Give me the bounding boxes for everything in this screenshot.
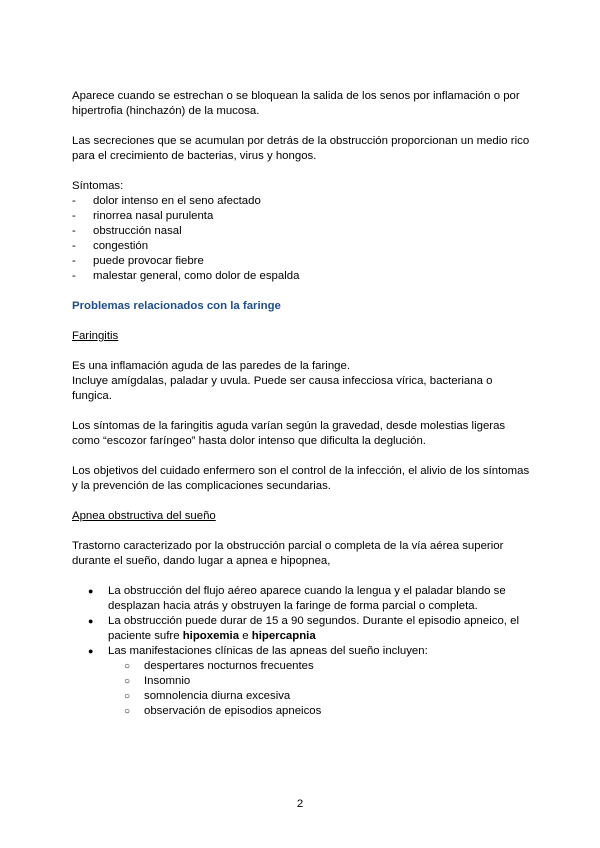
circle-marker: ○ [124,676,131,687]
sinusitis-paragraph-2: Las secreciones que se acumulan por detrás de la obstrucción proporcionan un medio rico para el crecimiento de bacterias, virus y hongos. [72,135,530,162]
list-item: ● La obstrucción puede durar de 15 a 90 segundos. Durante el episodio apneico, el paciente sufre hipoxemia e hipercapnia [88,615,519,642]
dash-marker: - [72,210,76,222]
symptoms-label: Síntomas: [72,180,124,192]
list-item: ○ somnolencia diurna excesiva [124,690,291,702]
apnea-bullet-list [72,584,534,719]
sinusitis-paragraph-1: Aparece cuando se estrechan o se bloquean la salida de los senos por inflamación o por hipertrofia (hinchazón) de la mucosa. [72,90,520,117]
faringitis-line-1: Es una inflamación aguda de las paredes de la faringe. [72,360,350,372]
faringitis-line-2: Incluye amígdalas, paladar y uvula. Puede ser causa infecciosa vírica, bacteriana o fungica. [72,375,493,402]
dash-marker: - [72,270,76,282]
bullet-marker: ● [88,586,94,596]
dash-marker: - [72,225,76,237]
list-item: - dolor intenso en el seno afectado [72,195,261,207]
circle-marker: ○ [124,691,131,702]
page-number: 2 [296,798,304,810]
list-item: - congestión [72,240,149,252]
apnea-intro: Trastorno caracterizado por la obstrucción parcial o completa de la vía aérea superior durante el sueño, dando lugar a apnea e hipopnea, [72,540,504,567]
faringitis-paragraph-3: Los objetivos del cuidado enfermero son el control de la infección, el alivio de los síntomas y la prevención de las complicaciones secundarias. [72,465,530,492]
list-item: ● La obstrucción del flujo aéreo aparece cuando la lengua y el paladar blando se desplazan hacia atrás y obstruyen la faringe de forma parcial o completa. [88,585,506,612]
symptoms-list [72,194,534,284]
circle-marker: ○ [124,706,131,717]
bold-term-hipercapnia: hipercapnia [251,630,316,642]
list-item: - malestar general, como dolor de espalda [72,270,300,282]
list-item: - obstrucción nasal [72,225,182,237]
bullet-marker: ● [88,616,94,626]
list-item: ○ observación de episodios apneicos [124,705,322,717]
dash-marker: - [72,240,76,252]
apnea-title: Apnea obstructiva del sueño [72,510,216,522]
dash-marker: - [72,195,76,207]
list-item: ○ despertares nocturnos frecuentes [124,660,314,672]
list-item: - puede provocar fiebre [72,255,204,267]
apnea-sub-list [108,659,534,719]
dash-marker: - [72,255,76,267]
list-item: ● Las manifestaciones clínicas de las apneas del sueño incluyen: ○ despertares nocturnos frecuentes ○ Insomnio ○ somnolencia diurna excesiva ○ observación de episodios apneicos [72,644,534,719]
circle-marker: ○ [124,661,131,672]
faringitis-title: Faringitis [72,330,119,342]
section-heading-faringe: Problemas relacionados con la faringe [72,300,281,312]
list-item: ○ Insomnio [124,675,191,687]
list-item: - rinorrea nasal purulenta [72,210,214,222]
bullet-marker: ● [88,646,94,656]
faringitis-paragraph-2: Los síntomas de la faringitis aguda varían según la gravedad, desde molestias ligeras como “escozor faríngeo” hasta dolor intenso que dificulta la deglución. [72,420,506,447]
document-page [72,89,534,719]
bold-term-hipoxemia: hipoxemia [182,630,240,642]
